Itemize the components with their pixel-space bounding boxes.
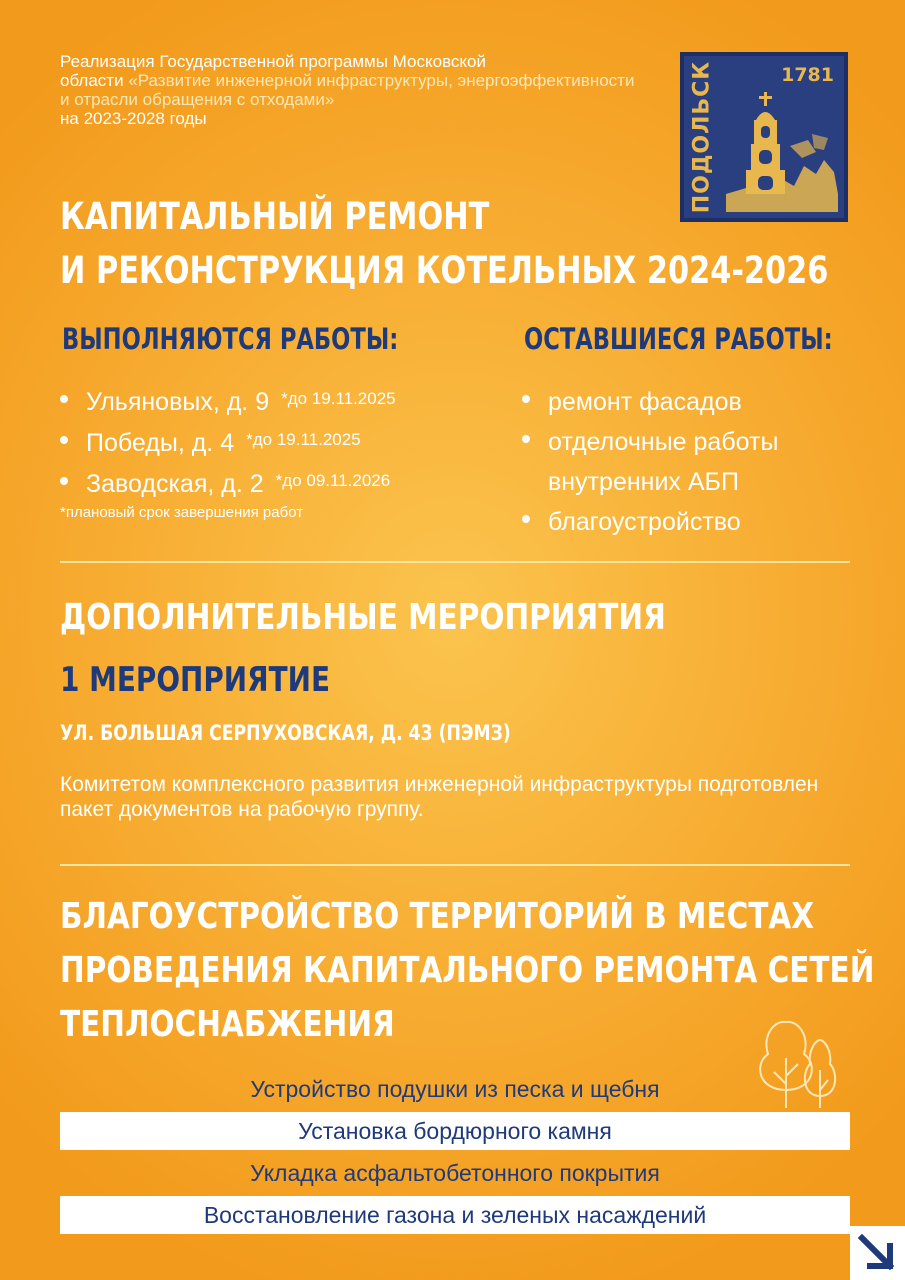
event-title: 1 МЕРОПРИЯТИЕ: [60, 660, 330, 700]
main-title: [60, 190, 828, 298]
list-item: ремонт фасадов: [522, 382, 832, 422]
logo-year: 1781: [781, 64, 834, 86]
landscaping-title-line-3: ТЕПЛОСНАБЖЕНИЯ: [60, 1004, 395, 1045]
list-item: [60, 423, 396, 464]
event-description: Комитетом комплексного развития инженерной инфраструктуры подготовлен пакет документов на рабочую группу.: [60, 773, 819, 821]
corner-block: [850, 1226, 905, 1280]
address: Победы, д. 4: [86, 429, 235, 457]
list-item: [60, 382, 396, 423]
remaining-list: [522, 382, 832, 542]
list-item: [60, 464, 396, 505]
in-progress-list: [60, 382, 396, 505]
in-progress-title: ВЫПОЛНЯЮТСЯ РАБОТЫ:: [62, 322, 399, 356]
main-title-line-1: КАПИТАЛЬНЫЙ РЕМОНТ: [60, 195, 490, 238]
divider: [60, 561, 850, 563]
divider: [60, 864, 850, 866]
header-line-1: Реализация Государственной программы Московской: [60, 52, 486, 71]
landscaping-title-line-1: БЛАГОУСТРОЙСТВО ТЕРРИТОРИЙ В МЕСТАХ: [60, 896, 815, 937]
program-name: «Развитие инженерной инфраструктуры, энергоэффективности и отрасли обращения с отходами»: [60, 71, 635, 109]
due-date: *до 19.11.2025: [281, 389, 396, 408]
footnote: *плановый срок завершения работ: [60, 504, 304, 521]
list-item: благоустройство: [522, 502, 832, 542]
landscaping-title-line-2: ПРОВЕДЕНИЯ КАПИТАЛЬНОГО РЕМОНТА СЕТЕЙ: [60, 950, 875, 991]
landscaping-item: Устройство подушки из песка и щебня: [250, 1076, 660, 1102]
address: Заводская, д. 2: [86, 470, 264, 498]
landscaping-item: Укладка асфальтобетонного покрытия: [250, 1160, 660, 1186]
header-years: на 2023-2028 годы: [60, 109, 207, 128]
landscaping-item: Установка бордюрного камня: [60, 1112, 850, 1150]
main-title-line-2: И РЕКОНСТРУКЦИЯ КОТЕЛЬНЫХ 2024-2026: [60, 249, 829, 292]
due-date: *до 09.11.2026: [275, 471, 391, 490]
due-date: *до 19.11.2025: [246, 430, 361, 449]
remaining-title: ОСТАВШИЕСЯ РАБОТЫ:: [524, 322, 833, 356]
landscaping-item: Восстановление газона и зеленых насаждений: [60, 1196, 850, 1234]
list-item: отделочные работы внутренних АБП: [522, 422, 832, 502]
arrow-down-right-icon: [850, 1226, 905, 1280]
program-header: [60, 52, 640, 128]
event-address: УЛ. БОЛЬШАЯ СЕРПУХОВСКАЯ, Д. 43 (ПЭМЗ): [60, 721, 511, 745]
header-line-2: [60, 71, 640, 109]
logo-city-name: ПОДОЛЬСК: [689, 60, 715, 214]
address: Ульяновых, д. 9: [86, 388, 270, 416]
header-prefix: области: [60, 71, 129, 90]
extra-title: ДОПОЛНИТЕЛЬНЫЕ МЕРОПРИЯТИЯ: [60, 597, 666, 638]
